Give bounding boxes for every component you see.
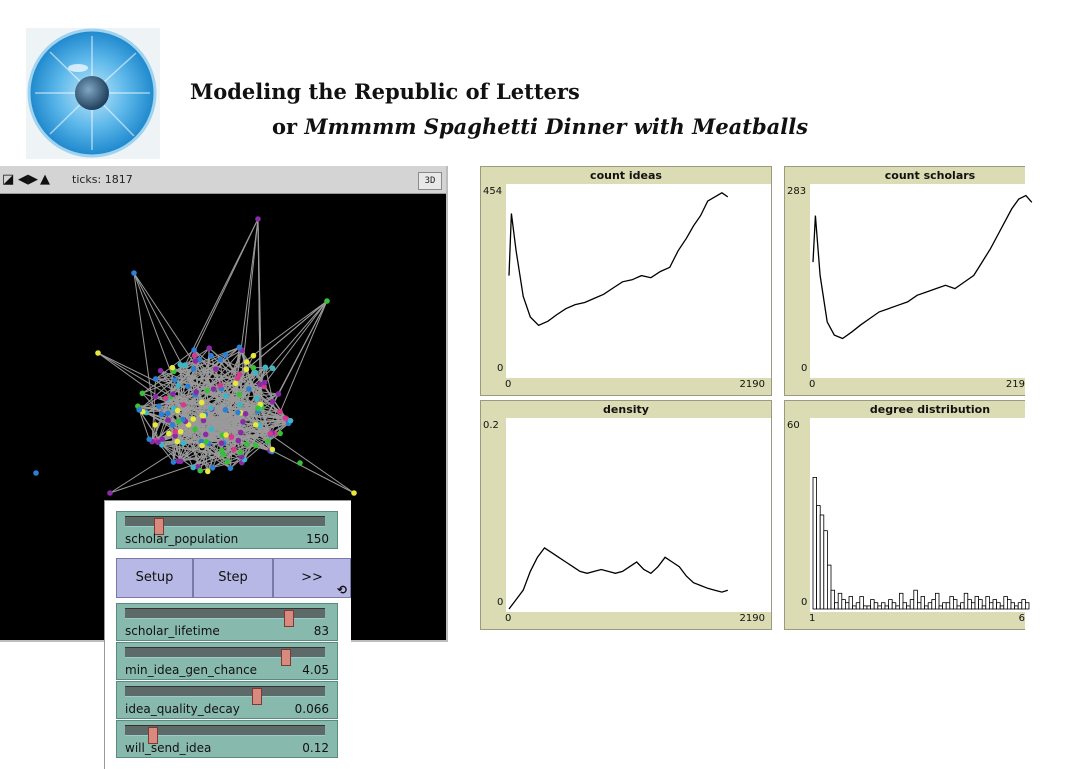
histogram-bar [899,593,903,609]
plot-area [506,184,771,378]
step-button[interactable]: Step [193,558,273,598]
slider-value: 150 [306,532,329,546]
loop-arrows-icon: ⟲ [337,584,347,596]
slider-value: 0.066 [295,702,329,716]
slider-knob[interactable] [252,688,262,705]
histogram-bar [907,606,911,609]
histogram-bar [871,600,875,609]
plot-area [810,184,1025,378]
histogram-bar [914,590,918,609]
go-forever-button[interactable] [273,558,351,598]
slider-track[interactable] [125,516,325,527]
histogram-bar [874,603,878,609]
histogram-bar [921,597,925,610]
histogram-bar [856,603,860,609]
view-toolbar [0,166,446,194]
histogram-bar [1000,606,1004,609]
plot-density [480,400,772,630]
histogram-bar [993,600,997,609]
histogram-bar [997,603,1001,609]
histogram-bar [989,603,993,609]
x-max-label: 6 [1019,613,1025,624]
histogram-bar [943,603,947,609]
slider-track[interactable] [125,686,325,697]
series-line [509,193,728,325]
slider-will-send-idea[interactable] [116,720,338,758]
plot-area [810,418,1025,612]
slider-value: 0.12 [302,741,329,755]
plot-degree-distribution [784,400,1025,630]
plot-count-ideas [480,166,772,396]
subtitle-prefix: or [272,114,297,139]
histogram-bar [845,603,849,609]
histogram-bar [1022,600,1026,609]
y-max-label: 283 [787,186,806,197]
up-down-arrows-icon[interactable]: ▲ [40,173,50,186]
histogram-bar [928,603,932,609]
y-max-label: 60 [787,420,800,431]
go-forever-label: >> [301,570,323,585]
slider-label: idea_quality_decay [125,702,240,716]
histogram-bar [860,597,864,610]
series-line [813,196,1032,339]
histogram-bar [813,477,817,609]
page-title: Modeling the Republic of Letters [190,79,580,104]
slider-track[interactable] [125,725,325,736]
page-subtitle [272,114,808,139]
x-min-label: 0 [505,613,511,624]
x-min-label: 0 [809,379,815,390]
histogram-bar [971,603,975,609]
histogram-bar [903,603,907,609]
histogram-bar [932,600,936,609]
plot-count-scholars [784,166,1025,396]
histogram-bar [889,600,893,609]
histogram-bar [964,593,968,609]
histogram-bar [878,606,882,609]
slider-knob[interactable] [281,649,291,666]
left-right-arrows-icon[interactable]: ◀▶ [18,173,38,186]
histogram-bar [885,606,889,609]
histogram-bar [986,597,990,610]
plot-title: degree distribution [785,403,1075,416]
histogram-bar [849,597,853,610]
plot-title: density [481,403,771,416]
histogram-bar [910,600,914,609]
slider-value: 4.05 [302,663,329,677]
slider-value: 83 [314,624,329,638]
3d-button[interactable]: 3D [418,172,442,190]
histogram-bar [979,600,983,609]
x-min-label: 1 [809,613,815,624]
setup-button[interactable]: Setup [116,558,193,598]
histogram-bar [935,593,939,609]
histogram-bar [817,506,821,609]
x-min-label: 0 [505,379,511,390]
x-max-label: 2190 [740,379,765,390]
histogram-bar [961,603,965,609]
y-min-label: 0 [801,363,807,374]
series-line [509,548,728,609]
y-max-label: 454 [483,186,502,197]
histogram-bar [1004,597,1008,610]
subtitle-italic: Mmmmm Spaghetti Dinner with Meatballs [304,114,808,139]
histogram-bar [975,597,979,610]
y-max-label: 0.2 [483,420,499,431]
histogram-bar [1018,603,1022,609]
slider-label: scholar_population [125,532,238,546]
y-min-label: 0 [497,363,503,374]
histogram-bar [939,606,943,609]
y-min-label: 0 [497,597,503,608]
slider-label: min_idea_gen_chance [125,663,257,677]
slider-label: scholar_lifetime [125,624,220,638]
histogram-bar [892,603,896,609]
slider-min-idea-gen-chance[interactable] [116,642,338,680]
histogram-bar [953,600,957,609]
plot-area [506,418,771,612]
eye-logo-icon [26,28,160,159]
histogram-bar [1011,603,1015,609]
histogram-bar [863,606,867,609]
slider-scholar-population[interactable] [116,511,338,549]
histogram-bar [827,565,831,609]
histogram-bar [1015,606,1019,609]
histogram-bar [968,600,972,609]
x-max-label: 219 [1006,379,1025,390]
slider-label: will_send_idea [125,741,211,755]
histogram-bar [950,597,954,610]
ticks-counter: ticks: 1817 [72,173,133,186]
histogram-bar [820,515,824,609]
histogram-bar [867,606,871,609]
histogram-bar [881,603,885,609]
slider-knob[interactable] [284,610,294,627]
histogram-bar [917,603,921,609]
slider-track[interactable] [125,608,325,619]
histogram-bar [982,606,986,609]
histogram-bar [1007,600,1011,609]
slider-track[interactable] [125,647,325,658]
slider-scholar-lifetime[interactable] [116,603,338,641]
y-min-label: 0 [801,597,807,608]
histogram-bar [957,606,961,609]
slider-idea-quality-decay[interactable] [116,681,338,719]
histogram-bar [842,600,846,609]
x-max-label: 2190 [740,613,765,624]
plot-title: count ideas [481,169,771,182]
histogram-bar [896,606,900,609]
histogram-bar [838,593,842,609]
histogram-bar [853,606,857,609]
plot-title: count scholars [785,169,1075,182]
histogram-bar [946,603,950,609]
logo [26,28,160,159]
histogram-bar [831,590,835,609]
histogram-bar [1025,603,1029,609]
controls-panel [104,500,351,769]
histogram-bar [824,531,828,609]
histogram-bar [835,603,839,609]
histogram-bar [925,606,929,609]
shape-icon[interactable]: ◪ [2,173,14,186]
